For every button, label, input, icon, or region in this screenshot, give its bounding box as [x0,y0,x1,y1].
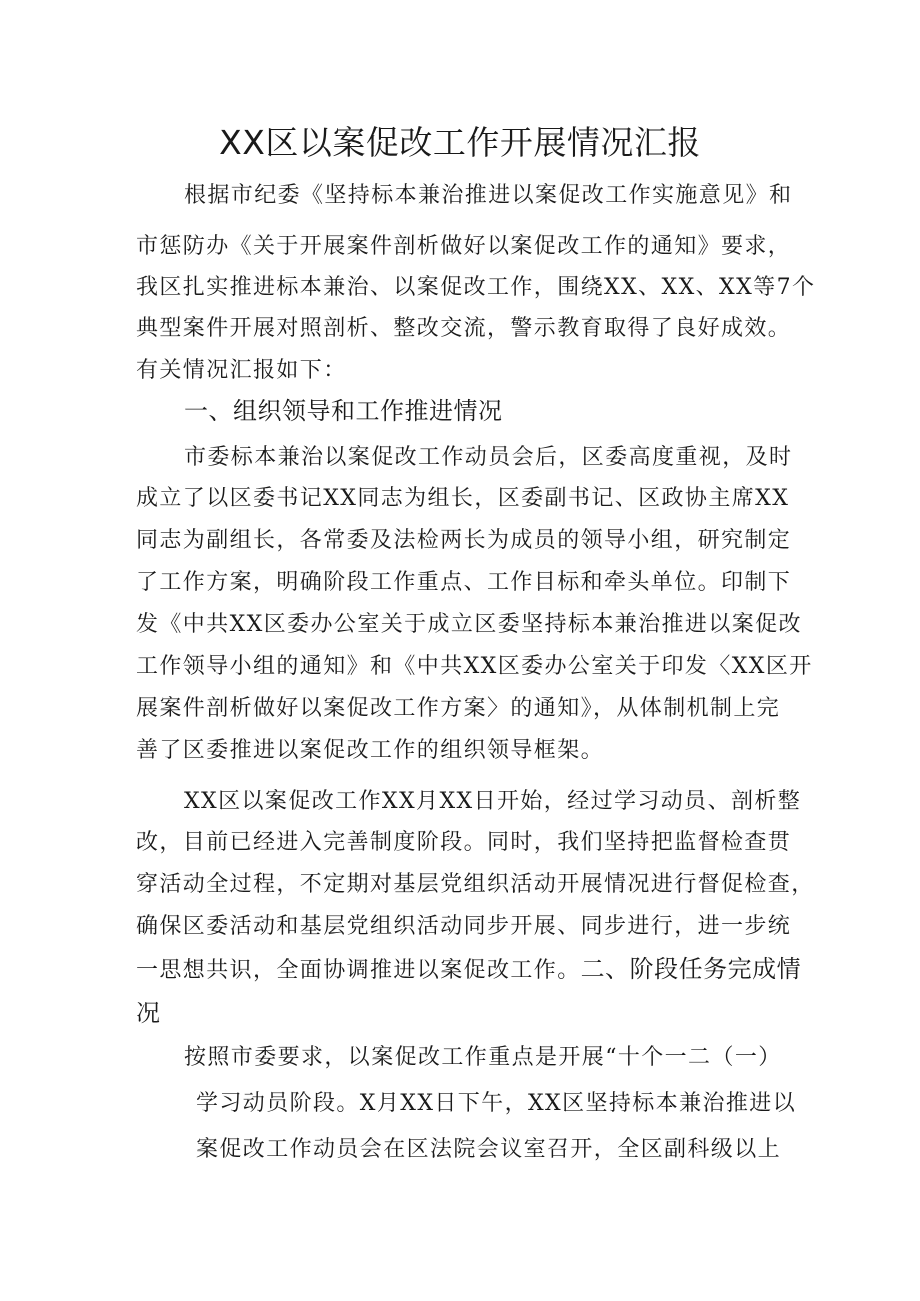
section-2-heading-end: 况 [136,999,161,1027]
section-1-heading: 一、组织领导和工作推进情况 [184,397,503,425]
section-1-para-1-line-3: 同志为副组长，各常委及法检两长为成员的领导小组，研究制定 [136,528,792,553]
section-1-para-1-line-1: 市委标本兼治以案促改工作动员会后，区委高度重视，及时 [184,445,793,470]
section-2-line-3: 案促改工作动员会在区法院会议室召开，全区副科级以上 [196,1137,782,1162]
section-1-para-2-line-5 [136,954,801,986]
section-1-para-1-line-5: 发《中共XX区委办公室关于成立区委坚持标本兼治推进以案促改 [136,612,802,637]
intro-line-1: 根据市纪委《坚持标本兼治推进以案促改工作实施意见》和 [184,183,793,208]
section-1-para-1-line-7: 展案件剖析做好以案促改工作方案〉的通知》，从体制机制上完 [136,696,781,721]
intro-line-3: 我区扎实推进标本兼治、以案促改工作，围绕XX、XX、XX等7个 [136,275,816,300]
section-1-para-1-line-6: 工作领导小组的通知》和《中共XX区委办公室关于印发〈XX区开 [136,654,813,679]
document-title: XX区以案促改工作开展情况汇报 [219,123,701,162]
section-1-para-1-line-2: 成立了以区委书记XX同志为组长，区委副书记、区政协主席XX [136,486,790,511]
section-1-para-2-last-text: 一思想共识，全面协调推进以案促改工作。 [136,958,581,983]
intro-line-2: 市惩防办《关于开展案件剖析做好以案促改工作的通知》要求， [136,234,792,259]
section-1-para-1-line-4: 了工作方案，明确阶段工作重点、工作目标和牵头单位。印制下 [136,570,792,595]
section-2-line-2: 学习动员阶段。X月XX日下午，XX区坚持标本兼治推进以 [196,1091,797,1116]
intro-line-4: 典型案件开展对照剖析、整改交流，警示教育取得了良好成效。 [136,316,792,341]
section-1-para-2-line-3: 穿活动全过程，不定期对基层党组织活动开展情况进行督促检查， [136,872,815,897]
intro-line-5: 有关情况汇报如下： [136,358,347,383]
section-1-para-2-line-4: 确保区委活动和基层党组织活动同步开展、同步进行，进一步统 [136,914,792,939]
section-2-heading-start: 二、阶段任务完成情 [580,955,802,983]
section-1-para-1-line-8: 善了区委推进以案促改工作的组织领导框架。 [136,738,605,763]
section-2-line-1: 按照市委要求，以案促改工作重点是开展“十个一二（一） [184,1045,782,1070]
section-1-para-2-line-1: XX区以案促改工作XX月XX日开始，经过学习动员、剖析整 [184,789,802,814]
section-1-para-2-line-2: 改，目前已经进入完善制度阶段。同时，我们坚持把监督检查贯 [136,830,792,855]
